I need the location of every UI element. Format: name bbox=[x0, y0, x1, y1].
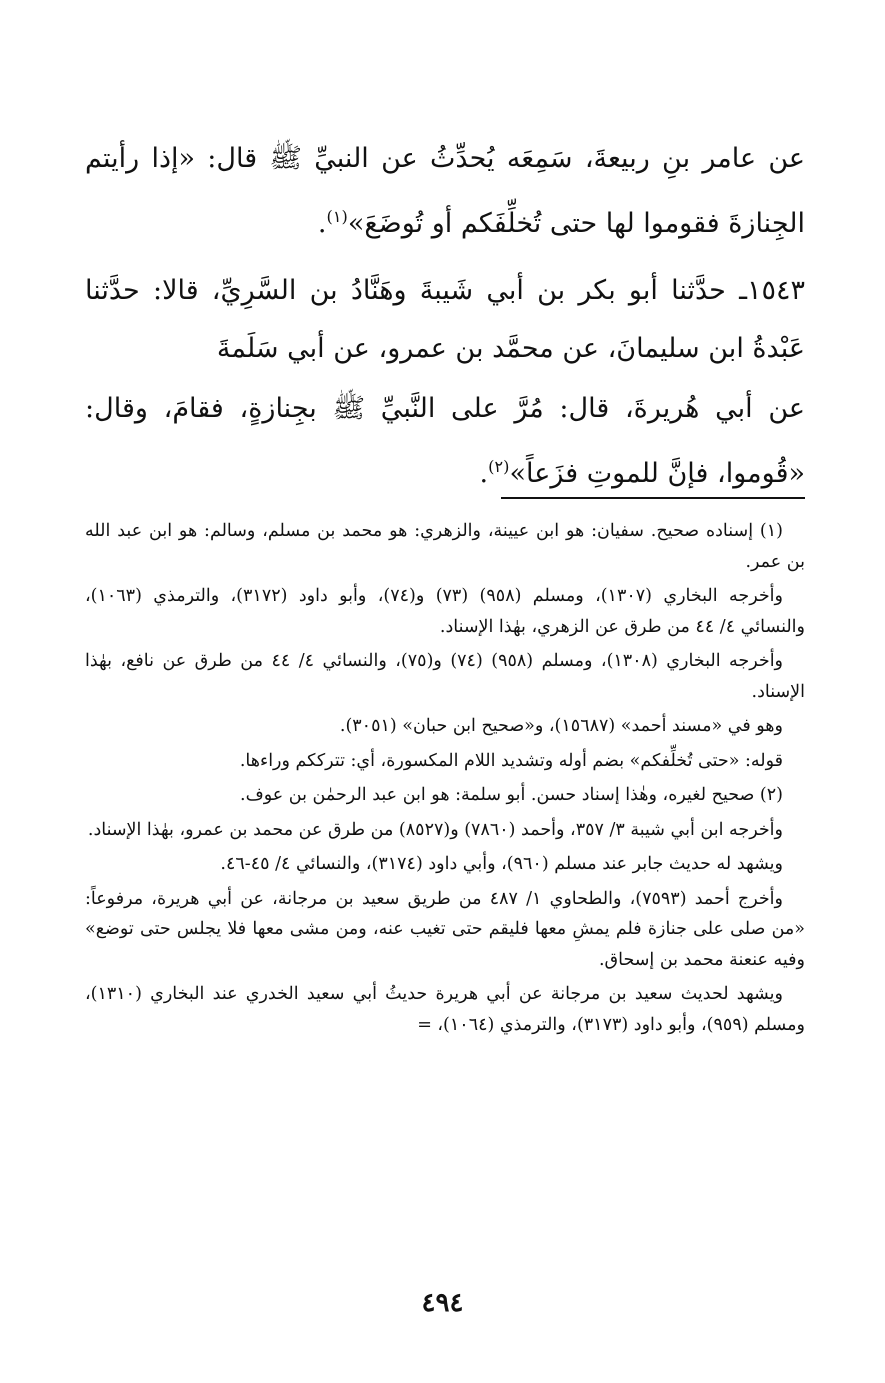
footnote-ref-1: (١) bbox=[326, 207, 348, 226]
footnote-paragraph: ويشهد له حديث جابر عند مسلم (٩٦٠)، وأبي داود (٣١٧٤)، والنسائي ٤/ ٤٥-٤٦. bbox=[220, 854, 783, 874]
footnote-ref-2: (٢) bbox=[488, 457, 510, 476]
footnote-divider bbox=[501, 497, 805, 499]
footnote-paragraph: (١) إسناده صحيح. سفيان: هو ابن عيينة، والزهري: هو محمد بن مسلم، وسالم: هو ابن عبد الله بن عمر. bbox=[85, 521, 805, 572]
hadith-isnad-1543-body: ١٥٤٣ـ حدَّثنا أبو بكر بن أبي شَيبةَ وهَنَّادُ بن السَّرِيِّ، قالا: حدَّثنا عَبْدةُ ابن سليمانَ، عن محمَّد بن عمرو، عن أبي سَلَمةَ bbox=[85, 275, 805, 364]
footnote-paragraph: وهو في «مسند أحمد» (١٥٦٨٧)، و«صحيح ابن حبان» (٣٠٥١). bbox=[339, 716, 783, 736]
footnote-paragraph: (٢) صحيح لغيره، وهٰذا إسناد حسن. أبو سلمة: هو ابن عبد الرحمٰن بن عوف. bbox=[240, 785, 783, 805]
footnotes bbox=[85, 516, 805, 1044]
hadith-text-2-body: عن أبي هُريرةَ، قال: مُرَّ على النَّبيِّ ﷺ بجِنازةٍ، فقامَ، وقال: «قُوموا، فإنَّ للموتِ فزَعاً» bbox=[85, 393, 805, 489]
footnote-paragraph: وأخرجه البخاري (١٣٠٨)، ومسلم (٩٥٨) (٧٤) و(٧٥)، والنسائي ٤/ ٤٤ من طرق عن نافع، بهٰذا الإسناد. bbox=[85, 651, 805, 702]
footnote-paragraph: وأخرجه البخاري (١٣٠٧)، ومسلم (٩٥٨) (٧٣) و(٧٤)، وأبو داود (٣١٧٢)، والترمذي (١٠٦٣)، والنسائي ٤/ ٤٤ من طرق عن الزهري، بهٰذا الإسناد. bbox=[85, 586, 805, 637]
hadith-text-1: عن عامر بنِ ربيعةَ، سَمِعَه يُحدِّثُ عن النبيِّ ﷺ قال: «إذا رأيتم الجِنازةَ فقوموا لها حتى تُخلِّفَكم أو تُوضَعَ»$^{(١)}$. bbox=[85, 143, 805, 239]
hadith-text-1-body: عن عامر بنِ ربيعةَ، سَمِعَه يُحدِّثُ عن النبيِّ ﷺ قال: «إذا رأيتم الجِنازةَ فقوموا لها حتى تُخلِّفَكم أو تُوضَعَ» bbox=[85, 143, 805, 239]
footnote-paragraph: وأخرج أحمد (٧٥٩٣)، والطحاوي ١/ ٤٨٧ من طريق سعيد بن مرجانة، عن أبي هريرة، مرفوعاً: «من صلى على جنازة فلم يمشِ معها فليقم حتى تغيب عنه، ومن مشى معها فلا يجلس حتى توضع» وفيه عنعنة محمد بن إسحاق. bbox=[85, 888, 805, 970]
footnote-paragraph: وأخرجه ابن أبي شيبة ٣/ ٣٥٧، وأحمد (٧٨٦٠) و(٨٥٢٧) من طرق عن محمد بن عمرو، بهٰذا الإسناد. bbox=[87, 819, 783, 840]
hadith-isnad-1543 bbox=[85, 262, 805, 378]
footnote-paragraph: ويشهد لحديث سعيد بن مرجانة عن أبي هريرة حديثُ أبي سعيد الخدري عند البخاري (١٣١٠)، ومسلم (٩٥٩)، وأبو داود (٣١٧٣)، والترمذي (١٠٦٤)، = bbox=[85, 984, 805, 1035]
hadith-text-2: عن أبي هُريرةَ، قال: مُرَّ على النَّبيِّ ﷺ بجِنازةٍ، فقامَ، وقال: «قُوموا، فإنَّ للموتِ فزَعاً»$^{(٢)}$. bbox=[85, 393, 805, 489]
page-number: ٤٩٤ bbox=[421, 1288, 464, 1318]
footnote-paragraph: قوله: «حتى تُخلِّفكم» بضم أوله وتشديد اللام المكسورة، أي: تترككم وراءها. bbox=[239, 750, 783, 771]
